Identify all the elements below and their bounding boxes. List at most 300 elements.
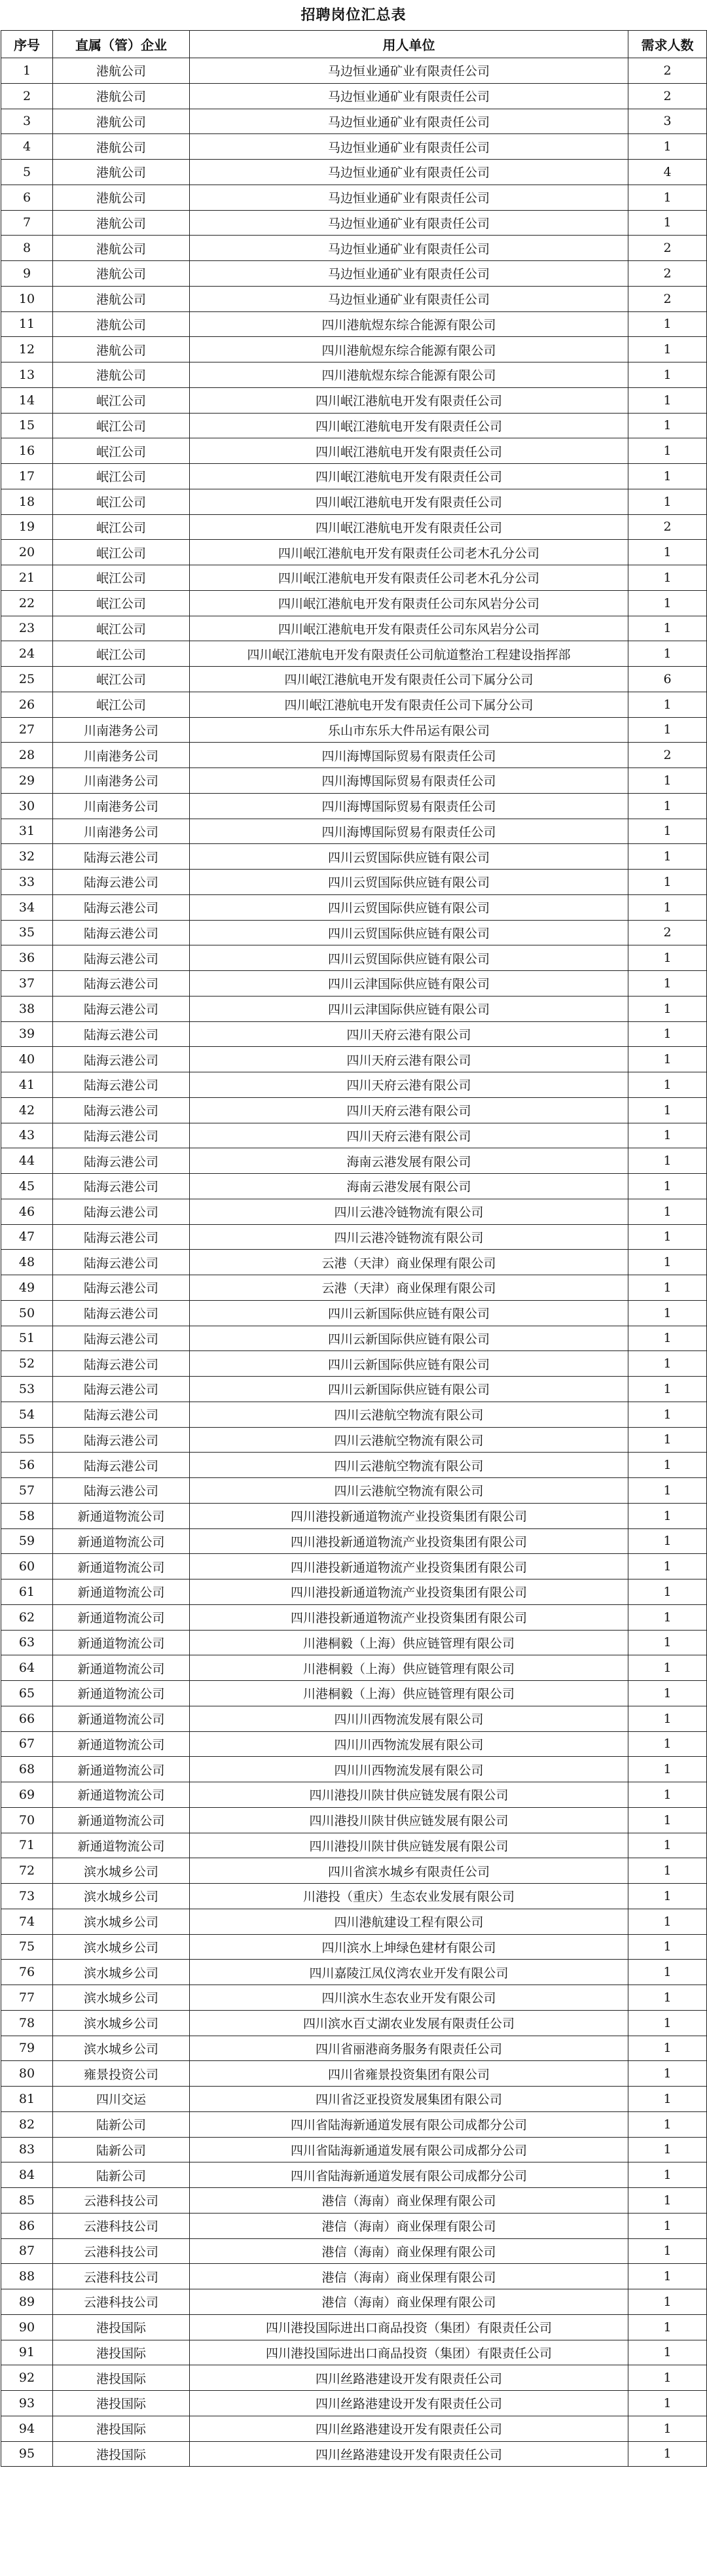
cell-employer: 四川省陆海新通道发展有限公司成都分公司 <box>190 2137 628 2162</box>
cell-parent-company: 岷江公司 <box>53 464 190 489</box>
cell-headcount: 1 <box>628 2391 707 2416</box>
cell-headcount: 1 <box>628 844 707 870</box>
cell-headcount: 1 <box>628 1275 707 1301</box>
cell-parent-company: 滨水城乡公司 <box>53 1960 190 1985</box>
table-row <box>1 2289 707 2315</box>
table-row <box>1 2137 707 2162</box>
table-row <box>1 1453 707 1478</box>
cell-serial: 50 <box>1 1300 53 1326</box>
cell-serial: 53 <box>1 1377 53 1402</box>
cell-serial: 19 <box>1 514 53 540</box>
table-row <box>1 413 707 438</box>
cell-employer: 川港桐毅（上海）供应链管理有限公司 <box>190 1630 628 1655</box>
cell-parent-company: 新通道物流公司 <box>53 1655 190 1681</box>
cell-headcount: 1 <box>628 413 707 438</box>
table-row <box>1 2441 707 2467</box>
table-row <box>1 1985 707 2011</box>
cell-parent-company: 新通道物流公司 <box>53 1757 190 1782</box>
cell-headcount: 1 <box>628 768 707 794</box>
cell-serial: 82 <box>1 2111 53 2137</box>
cell-parent-company: 云港科技公司 <box>53 2238 190 2264</box>
cell-headcount: 1 <box>628 1604 707 1630</box>
cell-headcount: 1 <box>628 2036 707 2061</box>
cell-serial: 1 <box>1 58 53 84</box>
cell-employer: 四川云津国际供应链有限公司 <box>190 996 628 1021</box>
cell-headcount: 1 <box>628 2365 707 2391</box>
cell-employer: 四川岷江港航电开发有限责任公司下属分公司 <box>190 667 628 692</box>
cell-parent-company: 岷江公司 <box>53 413 190 438</box>
cell-serial: 91 <box>1 2340 53 2365</box>
table-row <box>1 743 707 768</box>
cell-parent-company: 滨水城乡公司 <box>53 1858 190 1884</box>
cell-serial: 28 <box>1 743 53 768</box>
cell-parent-company: 云港科技公司 <box>53 2188 190 2214</box>
cell-employer: 云港（天津）商业保理有限公司 <box>190 1275 628 1301</box>
cell-employer: 四川岷江港航电开发有限责任公司下属分公司 <box>190 692 628 717</box>
table-row <box>1 2010 707 2036</box>
cell-serial: 32 <box>1 844 53 870</box>
cell-headcount: 1 <box>628 210 707 236</box>
cell-serial: 52 <box>1 1351 53 1377</box>
cell-serial: 92 <box>1 2365 53 2391</box>
cell-employer: 港信（海南）商业保理有限公司 <box>190 2238 628 2264</box>
cell-headcount: 1 <box>628 438 707 464</box>
cell-headcount: 1 <box>628 1833 707 1858</box>
cell-headcount: 1 <box>628 590 707 616</box>
cell-headcount: 1 <box>628 717 707 743</box>
cell-employer: 四川云贸国际供应链有限公司 <box>190 844 628 870</box>
cell-employer: 四川港投新通道物流产业投资集团有限公司 <box>190 1554 628 1579</box>
cell-serial: 46 <box>1 1199 53 1224</box>
cell-headcount: 1 <box>628 1731 707 1757</box>
cell-headcount: 1 <box>628 1782 707 1808</box>
cell-employer: 海南云港发展有限公司 <box>190 1174 628 1199</box>
cell-headcount: 1 <box>628 1072 707 1098</box>
cell-parent-company: 新通道物流公司 <box>53 1706 190 1731</box>
cell-headcount: 1 <box>628 337 707 362</box>
cell-employer: 四川丝路港建设开发有限责任公司 <box>190 2416 628 2441</box>
cell-parent-company: 川南港务公司 <box>53 819 190 844</box>
cell-parent-company: 新通道物流公司 <box>53 1503 190 1528</box>
cell-serial: 84 <box>1 2162 53 2188</box>
table-row <box>1 109 707 134</box>
cell-parent-company: 岷江公司 <box>53 387 190 413</box>
cell-employer: 马边恒业通矿业有限责任公司 <box>190 58 628 84</box>
cell-headcount: 1 <box>628 489 707 514</box>
cell-employer: 四川川西物流发展有限公司 <box>190 1731 628 1757</box>
table-row <box>1 2365 707 2391</box>
cell-serial: 72 <box>1 1858 53 1884</box>
cell-employer: 云港（天津）商业保理有限公司 <box>190 1250 628 1275</box>
cell-headcount: 1 <box>628 1884 707 1909</box>
cell-employer: 马边恒业通矿业有限责任公司 <box>190 83 628 109</box>
cell-employer: 四川云港冷链物流有限公司 <box>190 1199 628 1224</box>
table-row <box>1 1757 707 1782</box>
cell-serial: 51 <box>1 1326 53 1351</box>
cell-parent-company: 港航公司 <box>53 134 190 160</box>
table-row <box>1 1960 707 1985</box>
cell-serial: 74 <box>1 1909 53 1934</box>
table-row <box>1 2087 707 2112</box>
table-row <box>1 819 707 844</box>
cell-headcount: 1 <box>628 185 707 210</box>
cell-employer: 四川天府云港有限公司 <box>190 1047 628 1072</box>
cell-serial: 8 <box>1 236 53 261</box>
cell-serial: 77 <box>1 1985 53 2011</box>
cell-headcount: 1 <box>628 894 707 920</box>
cell-employer: 四川港投新通道物流产业投资集团有限公司 <box>190 1503 628 1528</box>
cell-parent-company: 港航公司 <box>53 311 190 337</box>
cell-parent-company: 陆海云港公司 <box>53 971 190 997</box>
cell-employer: 四川云贸国际供应链有限公司 <box>190 894 628 920</box>
cell-serial: 90 <box>1 2314 53 2340</box>
cell-headcount: 1 <box>628 1706 707 1731</box>
table-row <box>1 2391 707 2416</box>
table-row <box>1 945 707 971</box>
cell-serial: 21 <box>1 565 53 591</box>
cell-parent-company: 新通道物流公司 <box>53 1681 190 1706</box>
cell-parent-company: 岷江公司 <box>53 616 190 641</box>
cell-employer: 四川港航建设工程有限公司 <box>190 1909 628 1934</box>
cell-headcount: 2 <box>628 743 707 768</box>
cell-serial: 42 <box>1 1097 53 1123</box>
cell-headcount: 1 <box>628 1047 707 1072</box>
cell-serial: 75 <box>1 1934 53 1960</box>
cell-headcount: 1 <box>628 1909 707 1934</box>
cell-employer: 四川岷江港航电开发有限责任公司老木孔分公司 <box>190 540 628 565</box>
cell-employer: 四川云贸国际供应链有限公司 <box>190 870 628 895</box>
cell-employer: 四川港航煜东综合能源有限公司 <box>190 311 628 337</box>
cell-employer: 四川云新国际供应链有限公司 <box>190 1300 628 1326</box>
cell-headcount: 1 <box>628 362 707 388</box>
cell-parent-company: 四川交运 <box>53 2087 190 2112</box>
cell-employer: 四川港投川陕甘供应链发展有限公司 <box>190 1782 628 1808</box>
cell-headcount: 1 <box>628 540 707 565</box>
cell-parent-company: 港航公司 <box>53 362 190 388</box>
cell-headcount: 1 <box>628 2340 707 2365</box>
cell-headcount: 2 <box>628 261 707 287</box>
cell-serial: 5 <box>1 160 53 185</box>
cell-serial: 36 <box>1 945 53 971</box>
cell-parent-company: 港投国际 <box>53 2365 190 2391</box>
table-row <box>1 1021 707 1047</box>
table-row <box>1 667 707 692</box>
table-row <box>1 1377 707 1402</box>
page-title: 招聘岗位汇总表 <box>300 7 407 24</box>
table-row <box>1 185 707 210</box>
cell-employer: 马边恒业通矿业有限责任公司 <box>190 134 628 160</box>
cell-headcount: 1 <box>628 1807 707 1833</box>
cell-serial: 54 <box>1 1402 53 1427</box>
table-row <box>1 1199 707 1224</box>
table-row <box>1 1884 707 1909</box>
cell-parent-company: 川南港务公司 <box>53 768 190 794</box>
cell-employer: 乐山市东乐大件吊运有限公司 <box>190 717 628 743</box>
cell-serial: 63 <box>1 1630 53 1655</box>
table-row <box>1 1123 707 1148</box>
cell-serial: 69 <box>1 1782 53 1808</box>
cell-headcount: 6 <box>628 667 707 692</box>
cell-serial: 43 <box>1 1123 53 1148</box>
cell-headcount: 1 <box>628 1934 707 1960</box>
cell-parent-company: 陆海云港公司 <box>53 894 190 920</box>
cell-headcount: 2 <box>628 58 707 84</box>
table-row <box>1 616 707 641</box>
cell-employer: 马边恒业通矿业有限责任公司 <box>190 185 628 210</box>
cell-headcount: 1 <box>628 2162 707 2188</box>
cell-employer: 海南云港发展有限公司 <box>190 1148 628 1174</box>
cell-employer: 四川天府云港有限公司 <box>190 1072 628 1098</box>
cell-serial: 33 <box>1 870 53 895</box>
cell-serial: 87 <box>1 2238 53 2264</box>
cell-serial: 4 <box>1 134 53 160</box>
cell-employer: 四川港投新通道物流产业投资集团有限公司 <box>190 1528 628 1554</box>
table-row <box>1 692 707 717</box>
cell-serial: 40 <box>1 1047 53 1072</box>
cell-serial: 68 <box>1 1757 53 1782</box>
cell-parent-company: 陆海云港公司 <box>53 1300 190 1326</box>
cell-headcount: 1 <box>628 2264 707 2289</box>
cell-parent-company: 岷江公司 <box>53 438 190 464</box>
cell-parent-company: 滨水城乡公司 <box>53 1985 190 2011</box>
table-row <box>1 1503 707 1528</box>
cell-headcount: 1 <box>628 2087 707 2112</box>
table-row <box>1 1326 707 1351</box>
cell-employer: 四川云港航空物流有限公司 <box>190 1453 628 1478</box>
table-row <box>1 1630 707 1655</box>
cell-employer: 四川港投国际进出口商品投资（集团）有限责任公司 <box>190 2340 628 2365</box>
cell-serial: 48 <box>1 1250 53 1275</box>
cell-parent-company: 陆海云港公司 <box>53 1199 190 1224</box>
cell-parent-company: 岷江公司 <box>53 514 190 540</box>
cell-serial: 25 <box>1 667 53 692</box>
cell-serial: 18 <box>1 489 53 514</box>
cell-headcount: 1 <box>628 2314 707 2340</box>
cell-parent-company: 陆海云港公司 <box>53 1427 190 1453</box>
cell-parent-company: 陆海云港公司 <box>53 920 190 945</box>
cell-employer: 四川丝路港建设开发有限责任公司 <box>190 2365 628 2391</box>
table-row <box>1 1706 707 1731</box>
cell-employer: 四川川西物流发展有限公司 <box>190 1757 628 1782</box>
table-row <box>1 2061 707 2087</box>
cell-employer: 四川港投川陕甘供应链发展有限公司 <box>190 1833 628 1858</box>
cell-headcount: 2 <box>628 83 707 109</box>
cell-parent-company: 陆海云港公司 <box>53 1174 190 1199</box>
cell-serial: 85 <box>1 2188 53 2214</box>
table-row <box>1 1047 707 1072</box>
cell-serial: 17 <box>1 464 53 489</box>
cell-employer: 马边恒业通矿业有限责任公司 <box>190 109 628 134</box>
cell-employer: 四川滨水百丈湖农业发展有限责任公司 <box>190 2010 628 2036</box>
cell-employer: 四川云新国际供应链有限公司 <box>190 1377 628 1402</box>
table-row <box>1 1554 707 1579</box>
table-row <box>1 717 707 743</box>
table-row <box>1 83 707 109</box>
cell-parent-company: 岷江公司 <box>53 667 190 692</box>
cell-serial: 65 <box>1 1681 53 1706</box>
cell-employer: 川港投（重庆）生态农业发展有限公司 <box>190 1884 628 1909</box>
cell-parent-company: 岷江公司 <box>53 641 190 667</box>
cell-parent-company: 港投国际 <box>53 2441 190 2467</box>
table-row <box>1 160 707 185</box>
cell-parent-company: 川南港务公司 <box>53 717 190 743</box>
cell-employer: 四川海博国际贸易有限责任公司 <box>190 768 628 794</box>
table-row <box>1 489 707 514</box>
cell-headcount: 1 <box>628 692 707 717</box>
cell-employer: 四川港航煜东综合能源有限公司 <box>190 362 628 388</box>
cell-parent-company: 滨水城乡公司 <box>53 1909 190 1934</box>
cell-parent-company: 川南港务公司 <box>53 743 190 768</box>
table-row <box>1 793 707 819</box>
cell-serial: 20 <box>1 540 53 565</box>
cell-parent-company: 新通道物流公司 <box>53 1807 190 1833</box>
cell-parent-company: 港航公司 <box>53 210 190 236</box>
cell-serial: 58 <box>1 1503 53 1528</box>
cell-parent-company: 新通道物流公司 <box>53 1731 190 1757</box>
cell-serial: 81 <box>1 2087 53 2112</box>
cell-serial: 13 <box>1 362 53 388</box>
cell-parent-company: 陆海云港公司 <box>53 1224 190 1250</box>
cell-employer: 四川岷江港航电开发有限责任公司 <box>190 413 628 438</box>
cell-headcount: 2 <box>628 236 707 261</box>
cell-headcount: 1 <box>628 819 707 844</box>
cell-headcount: 1 <box>628 1097 707 1123</box>
cell-parent-company: 港投国际 <box>53 2416 190 2441</box>
cell-serial: 62 <box>1 1604 53 1630</box>
table-row <box>1 2188 707 2214</box>
cell-headcount: 1 <box>628 2137 707 2162</box>
cell-serial: 31 <box>1 819 53 844</box>
table-row <box>1 641 707 667</box>
cell-headcount: 1 <box>628 870 707 895</box>
cell-serial: 57 <box>1 1478 53 1504</box>
table-row <box>1 311 707 337</box>
cell-headcount: 1 <box>628 2289 707 2315</box>
cell-headcount: 1 <box>628 1351 707 1377</box>
table-row <box>1 387 707 413</box>
cell-employer: 四川云贸国际供应链有限公司 <box>190 920 628 945</box>
table-row <box>1 438 707 464</box>
cell-employer: 港信（海南）商业保理有限公司 <box>190 2188 628 2214</box>
cell-parent-company: 岷江公司 <box>53 565 190 591</box>
cell-headcount: 1 <box>628 464 707 489</box>
cell-employer: 四川港航煜东综合能源有限公司 <box>190 337 628 362</box>
cell-parent-company: 滨水城乡公司 <box>53 1884 190 1909</box>
cell-serial: 41 <box>1 1072 53 1098</box>
table-row <box>1 1934 707 1960</box>
header-headcount: 需求人数 <box>628 31 707 58</box>
table-row <box>1 870 707 895</box>
cell-employer: 马边恒业通矿业有限责任公司 <box>190 210 628 236</box>
cell-serial: 9 <box>1 261 53 287</box>
cell-serial: 15 <box>1 413 53 438</box>
cell-serial: 7 <box>1 210 53 236</box>
cell-headcount: 1 <box>628 2238 707 2264</box>
cell-parent-company: 新通道物流公司 <box>53 1630 190 1655</box>
cell-headcount: 1 <box>628 1757 707 1782</box>
cell-headcount: 2 <box>628 286 707 311</box>
cell-serial: 59 <box>1 1528 53 1554</box>
cell-parent-company: 云港科技公司 <box>53 2213 190 2238</box>
cell-headcount: 1 <box>628 2010 707 2036</box>
cell-parent-company: 新通道物流公司 <box>53 1579 190 1605</box>
cell-employer: 四川岷江港航电开发有限责任公司东风岩分公司 <box>190 590 628 616</box>
table-row <box>1 894 707 920</box>
cell-headcount: 1 <box>628 1681 707 1706</box>
cell-serial: 10 <box>1 286 53 311</box>
cell-headcount: 4 <box>628 160 707 185</box>
cell-headcount: 1 <box>628 1174 707 1199</box>
cell-serial: 22 <box>1 590 53 616</box>
cell-parent-company: 港航公司 <box>53 185 190 210</box>
table-row <box>1 1604 707 1630</box>
recruitment-table <box>1 30 707 2467</box>
cell-parent-company: 岷江公司 <box>53 540 190 565</box>
cell-serial: 39 <box>1 1021 53 1047</box>
cell-employer: 四川岷江港航电开发有限责任公司航道整治工程建设指挥部 <box>190 641 628 667</box>
cell-employer: 四川岷江港航电开发有限责任公司 <box>190 489 628 514</box>
table-row <box>1 1681 707 1706</box>
cell-employer: 马边恒业通矿业有限责任公司 <box>190 286 628 311</box>
cell-employer: 四川云新国际供应链有限公司 <box>190 1326 628 1351</box>
cell-headcount: 1 <box>628 1199 707 1224</box>
cell-headcount: 1 <box>628 565 707 591</box>
table-row <box>1 1655 707 1681</box>
cell-headcount: 1 <box>628 1960 707 1985</box>
cell-serial: 60 <box>1 1554 53 1579</box>
cell-employer: 四川天府云港有限公司 <box>190 1123 628 1148</box>
table-row <box>1 1402 707 1427</box>
cell-parent-company: 陆海云港公司 <box>53 1072 190 1098</box>
table-row <box>1 1858 707 1884</box>
cell-headcount: 1 <box>628 1300 707 1326</box>
cell-serial: 70 <box>1 1807 53 1833</box>
cell-parent-company: 雍景投资公司 <box>53 2061 190 2087</box>
table-row <box>1 1224 707 1250</box>
cell-serial: 86 <box>1 2213 53 2238</box>
table-row <box>1 514 707 540</box>
cell-employer: 四川海博国际贸易有限责任公司 <box>190 793 628 819</box>
cell-employer: 四川岷江港航电开发有限责任公司东风岩分公司 <box>190 616 628 641</box>
table-row <box>1 362 707 388</box>
cell-employer: 马边恒业通矿业有限责任公司 <box>190 160 628 185</box>
cell-headcount: 3 <box>628 109 707 134</box>
cell-serial: 89 <box>1 2289 53 2315</box>
cell-headcount: 1 <box>628 2111 707 2137</box>
cell-serial: 26 <box>1 692 53 717</box>
cell-serial: 16 <box>1 438 53 464</box>
cell-parent-company: 新通道物流公司 <box>53 1528 190 1554</box>
cell-parent-company: 陆海云港公司 <box>53 1047 190 1072</box>
cell-employer: 四川川西物流发展有限公司 <box>190 1706 628 1731</box>
cell-serial: 14 <box>1 387 53 413</box>
cell-serial: 45 <box>1 1174 53 1199</box>
cell-headcount: 1 <box>628 1655 707 1681</box>
cell-serial: 94 <box>1 2416 53 2441</box>
cell-headcount: 1 <box>628 1503 707 1528</box>
table-row <box>1 1072 707 1098</box>
cell-headcount: 1 <box>628 311 707 337</box>
cell-parent-company: 陆海云港公司 <box>53 1478 190 1504</box>
cell-employer: 四川岷江港航电开发有限责任公司 <box>190 514 628 540</box>
cell-parent-company: 港航公司 <box>53 337 190 362</box>
table-row <box>1 134 707 160</box>
table-row <box>1 2111 707 2137</box>
table-row <box>1 590 707 616</box>
cell-serial: 78 <box>1 2010 53 2036</box>
cell-parent-company: 港航公司 <box>53 236 190 261</box>
cell-headcount: 1 <box>628 2188 707 2214</box>
